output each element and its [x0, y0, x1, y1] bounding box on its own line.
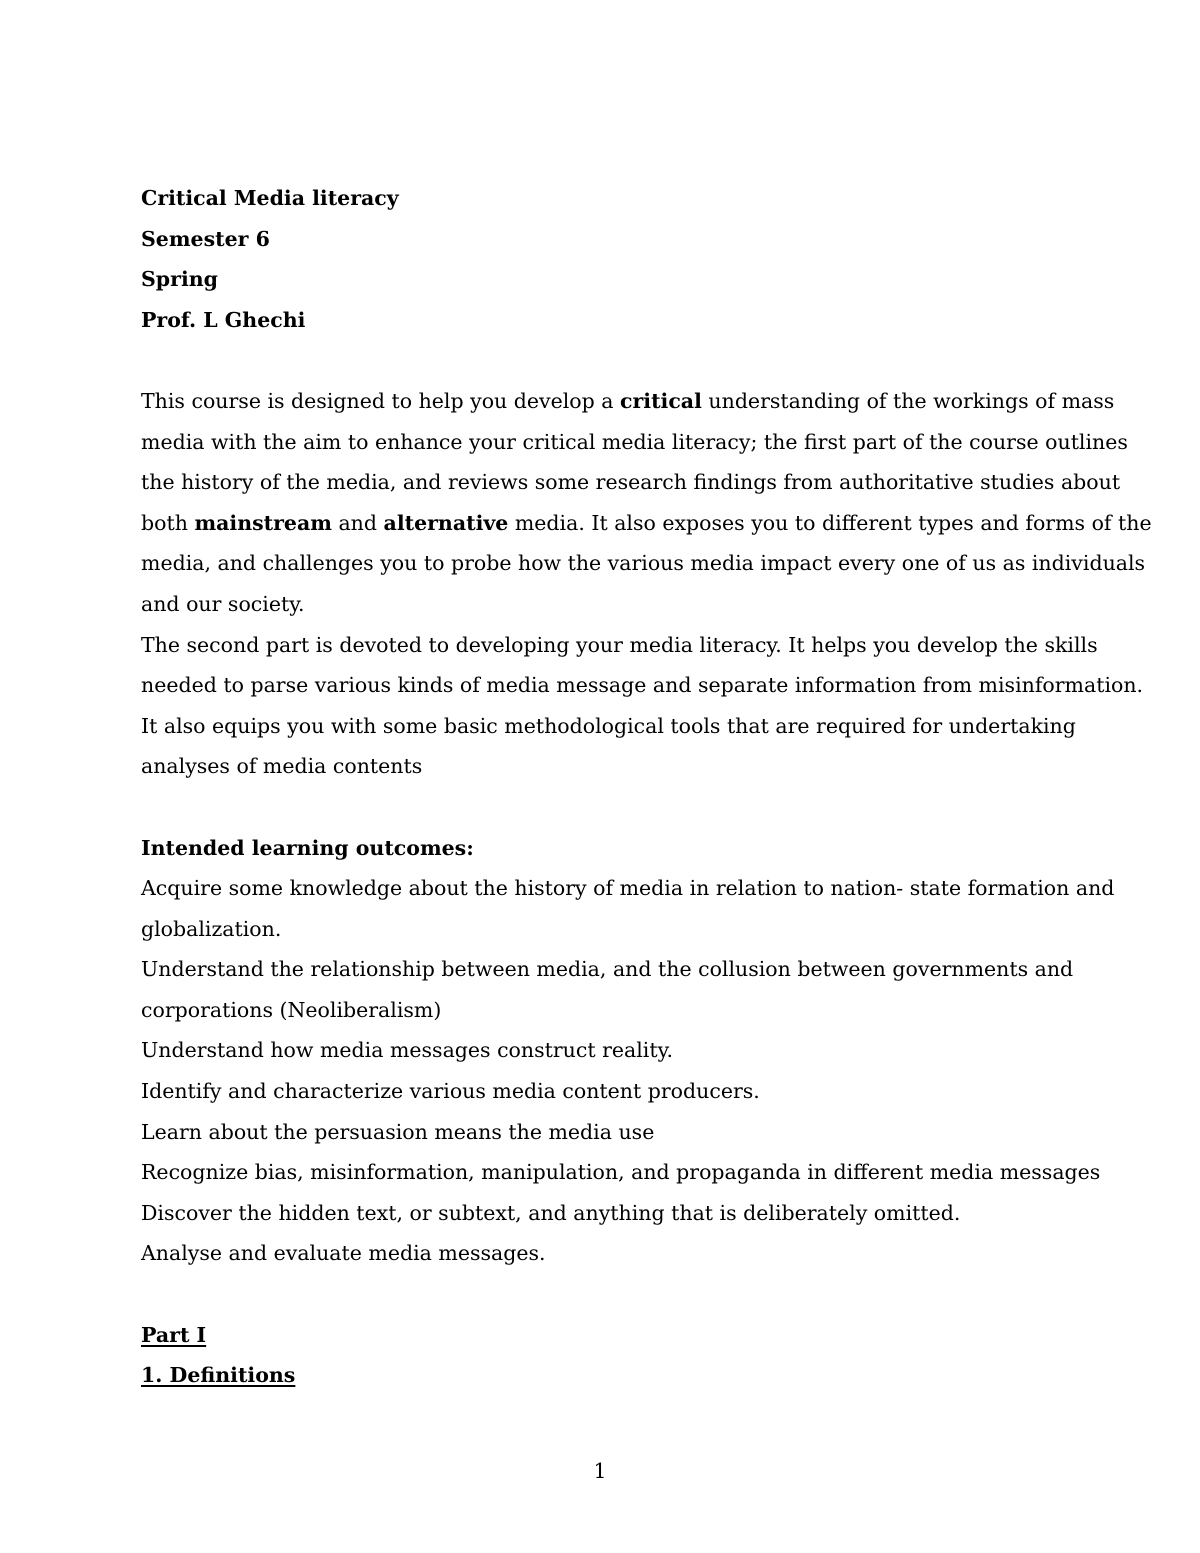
outcome-line: corporations (Neoliberalism)	[141, 997, 442, 1022]
page-number: 1	[593, 1459, 607, 1483]
section-heading: 1. Definitions	[141, 1363, 296, 1388]
intro-line: analyses of media contents	[141, 754, 423, 779]
outcomes-heading: Intended learning outcomes:	[141, 835, 474, 860]
outcome-line: Analyse and evaluate media messages.	[141, 1241, 546, 1266]
outcome-line: Understand the relationship between media, and the collusion between governments and	[141, 957, 1074, 982]
semester-label: Semester 6	[141, 226, 270, 251]
text-run: both	[141, 510, 195, 535]
intro-line	[141, 503, 1152, 544]
outcome-line: Identify and characterize various media content producers.	[141, 1079, 760, 1104]
professor-name: Prof. L Ghechi	[141, 307, 306, 332]
outcome-line: Discover the hidden text, or subtext, and anything that is deliberately omitted.	[141, 1200, 961, 1225]
outcome-line: globalization.	[141, 916, 282, 941]
outcomes-list	[141, 868, 1115, 1274]
intro-line: It also equips you with some basic methodological tools that are required for undertaking	[141, 713, 1076, 738]
section-heading-line	[141, 1355, 1066, 1396]
spacer	[141, 340, 1066, 381]
bold-term-alternative: alternative	[383, 510, 509, 535]
spacer	[141, 1274, 1066, 1315]
season-label: Spring	[141, 267, 218, 292]
outcome-line: Acquire some knowledge about the history of media in relation to nation- state formation and	[141, 876, 1115, 901]
course-title: Critical Media literacy	[141, 186, 399, 210]
spacer	[141, 787, 1066, 828]
text-run: and	[331, 510, 384, 535]
intro-line: the history of the media, and reviews some research findings from authoritative studies about	[141, 470, 1121, 495]
outcome-line: Understand how media messages construct reality.	[141, 1038, 673, 1063]
intro-line: and our society.	[141, 591, 305, 616]
part-heading-line	[141, 1315, 1066, 1356]
text-run: media. It also exposes you to different types and forms of the	[508, 510, 1152, 535]
text-run: understanding of the workings of mass	[701, 388, 1115, 413]
page-content	[141, 178, 1152, 1396]
part-heading: Part I	[141, 1322, 207, 1347]
text-run: This course is designed to help you develop a	[141, 388, 620, 413]
outcome-line: Learn about the persuasion means the media use	[141, 1119, 655, 1144]
intro-line: media with the aim to enhance your critical media literacy; the first part of the course outlines	[141, 429, 1128, 454]
intro-line: media, and challenges you to probe how the various media impact every one of us as individuals	[141, 551, 1146, 576]
outcome-line: Recognize bias, misinformation, manipulation, and propaganda in different media messages	[141, 1160, 1101, 1185]
intro-line: The second part is devoted to developing your media literacy. It helps you develop the skills	[141, 632, 1098, 657]
intro-paragraph	[141, 381, 1152, 787]
intro-line	[141, 381, 1115, 422]
bold-term-mainstream: mainstream	[194, 510, 332, 535]
bold-term-critical: critical	[620, 388, 702, 413]
intro-line: needed to parse various kinds of media message and separate information from misinformation.	[141, 673, 1144, 698]
